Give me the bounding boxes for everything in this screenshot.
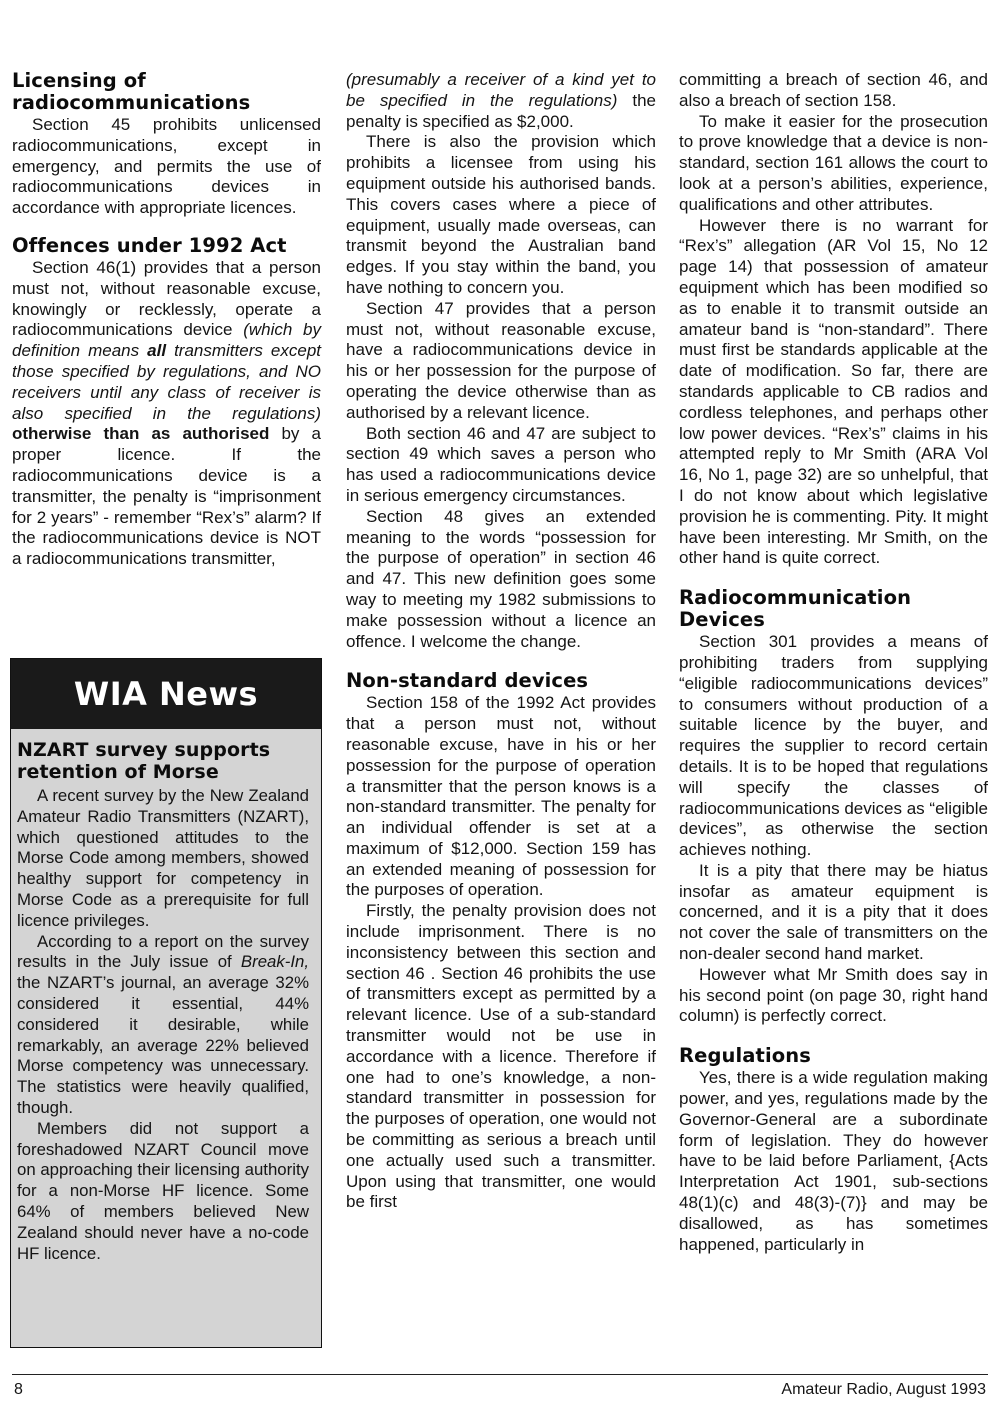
wia-news-banner: WIA News <box>11 659 321 729</box>
paragraph-continued: (presumably a receiver of a kind yet to be specified in the regulations) the penalty is specified as $2,000. <box>346 70 657 131</box>
heading-devices: Radiocommunication Devices <box>679 586 912 632</box>
paragraph-section-158: Section 158 of the 1992 Act provides that a person must not, without reasonable excuse, have in his or her possession for the purpose of operation a transmitter that the person knows is a non-standard transmitter. The penalty for an individual offender is set at a maximum of $12,000. Section 159 has an extended meaning of possession for the purposes of operation. <box>346 693 656 900</box>
paragraph-bands: There is also the provision which prohibits a licensee from using his equipment outside his authorised bands. This covers cases where a piece of equipment, usually made overseas, can transmit beyond the Australian band edges. If you stay within the band, you have nothing to concern you. <box>346 132 656 297</box>
wia-news-paragraph: Members did not support a foreshadowed NZART Council move on approaching their licensing authority for a non-Morse HF licence. Some 64% of members believed New Zealand should never have a no-code HF licence. <box>17 1118 309 1263</box>
paragraph-prosecution: To make it easier for the prosecution to prove knowledge that a device is non-standard, section 161 allows the court to look at a person’s abilities, experience, qualifications and other attributes. <box>679 111 988 214</box>
column-right <box>679 70 988 1255</box>
heading-regulations: Regulations <box>679 1044 811 1068</box>
paragraph-section-47: Section 47 provides that a person must not, without reasonable excuse, have a radiocommunications device in his or her possession for the purpose of operating the device otherwise than as authorised by a relevant licence. <box>346 298 656 422</box>
paragraph-penalty: Firstly, the penalty provision does not include imprisonment. There is no inconsistency between this section and section 46 . Section 46 prohibits the use of transmitters except as permitted by a relevant licence. Use of a sub-standard transmitter would not be use in accordance with a licence. Therefore if one had to one’s knowledge, a non-standard transmitter in possession for the purposes of operation, one would not be committing as serious a breach until one actually used such a transmitter. Upon using that transmitter, one would be first <box>346 901 656 1212</box>
wia-news-body <box>11 729 321 1264</box>
heading-licensing: Licensing of radiocommunications <box>12 69 251 114</box>
wia-news-box <box>10 658 322 1348</box>
paragraph-section-301: Section 301 provides a means of prohibiting traders from supplying “eligible radiocommunications devices” to consumers without production of a suitable licence by the buyer, and requires the supplier to record certain details. It is to be hoped that regulations will specify the classes of radiocommunications devices as “eligible devices”, as otherwise the section achieves nothing. <box>679 632 988 860</box>
column-middle <box>346 70 656 1213</box>
paragraph-section-49: Both section 46 and 47 are subject to section 49 which saves a person who has used a radiocommunications device in serious emergency circumstances. <box>346 423 656 505</box>
paragraph-section-48: Section 48 gives an extended meaning to the words “possession for the purpose of operation” in section 46 and 47. This new definition goes some way to meeting my 1982 submissions to make possession without a licence an offence. I welcome the change. <box>346 506 656 651</box>
paragraph-hiatus: It is a pity that there may be hiatus insofar as amateur equipment is concerned, and it is a pity that it does not cover the sale of transmitters on the non-dealer second hand market. <box>679 860 988 964</box>
column-left <box>12 70 321 570</box>
page-number: 8 <box>14 1381 23 1398</box>
footer-rule <box>12 1374 988 1375</box>
wia-news-headline: NZART survey supports retention of Morse <box>17 739 271 783</box>
paragraph-continued: committing a breach of section 46, and also a breach of section 158. <box>679 70 988 110</box>
paragraph-licensing: Section 45 prohibits unlicensed radiocommunications, except in emergency, and permits the use of radiocommunications devices in accordance with appropriate licences. <box>12 115 321 218</box>
paragraph-regulations: Yes, there is a wide regulation making power, and yes, regulations made by the Governor-General are a subordinate form of legislation. They do however have to be laid before Parliament, {Acts Interpretation Act 1901, sub-sections 48(1)(c) and 48(3)-(7)} and may be disallowed, as has sometimes happened, particularly in <box>679 1068 988 1254</box>
paragraph-offences: Section 46(1) provides that a person must not, without reasonable excuse, knowingly or recklessly, operate a radiocommunications device (which by definition means all transmitters except those specified by regulations, and NO receivers until any class of receiver is also specified in the regulations) otherwise than as authorised by a proper licence. If the radiocommunications device is a transmitter, the penalty is “imprisonment for 2 years” - remember “Rex’s” alarm? If the radiocommunications device is NOT a radiocommunications transmitter, <box>12 257 321 569</box>
paragraph-rex-allegation: However there is no warrant for “Rex’s” allegation (AR Vol 15, No 12 page 14) that possession of amateur equipment which has been modified so as to enable it to transmit outside an amateur band is “non-standard”. There must first be standards applicable at the date of modification. So far, there are standards applicable to CB radios and cordless telephones, and perhaps other low power devices. “Rex’s” claims in his attempted reply to Mr Smith (ARA Vol 16, No 1, page 32) are so unhelpful, that I do not know about which legislative provision he is commenting. Pity. It might have been interesting. Mr Smith, on the other hand is quite correct. <box>679 215 988 568</box>
paragraph-mr-smith: However what Mr Smith does say in his second point (on page 30, right hand column) is perfectly correct. <box>679 964 988 1026</box>
magazine-issue: Amateur Radio, August 1993 <box>781 1381 986 1398</box>
heading-offences: Offences under 1992 Act <box>12 233 287 257</box>
heading-non-standard: Non-standard devices <box>346 669 589 693</box>
wia-news-paragraph: According to a report on the survey results in the July issue of Break-In, the NZART’s journal, an average 32% considered it essential, 44% considered it desirable, while remarkably, an average 22% believed Morse competency was unnecessary. The statistics were heavily qualified, though. <box>17 931 309 1117</box>
wia-news-paragraph: A recent survey by the New Zealand Amateur Radio Transmitters (NZART), which questioned attitudes to the Morse Code among members, showed healthy support for competency in Morse Code as a prerequisite for full licence privileges. <box>17 786 309 930</box>
